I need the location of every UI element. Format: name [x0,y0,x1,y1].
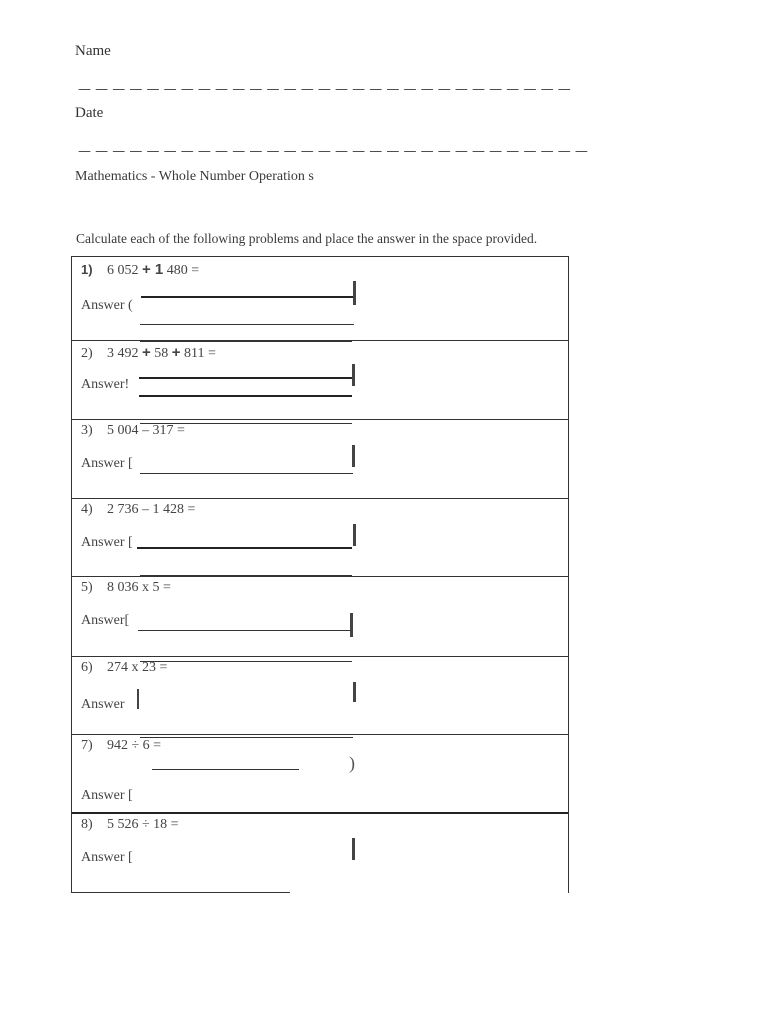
answer-field[interactable] [137,547,352,549]
problem-number: 4) [81,502,93,517]
operand: 1 [150,261,164,278]
operand: 6 052 [107,263,142,278]
answer-line[interactable] [139,377,352,379]
problem-row-5 [72,576,568,657]
problem-row-7 [72,734,568,814]
problem-row-1 [72,257,568,341]
problem-2 [81,344,216,362]
answer-bracket [352,364,355,386]
problem-3 [81,423,185,439]
problem-number: 8) [81,817,93,832]
problem-number: 2) [81,346,93,361]
problem-expression: 5 526 ÷ 18 = [107,817,179,832]
answer-label: Answer [ [81,788,133,803]
answer-bracket [350,613,353,637]
answer-field[interactable] [72,892,290,893]
answer-label: Answer[ [81,613,130,628]
problem-number: 7) [81,738,93,753]
problem-7 [81,738,161,754]
answer-label: Answer [ [81,456,133,471]
problem-8 [81,817,179,833]
problem-expression: 942 ÷ 6 = [107,738,162,753]
operand: 58 [150,346,172,361]
answer-field[interactable] [140,324,354,325]
operator: + [142,344,151,361]
problem-6 [81,660,167,676]
answer-label: Answer [ [81,850,133,865]
operand: 3 492 [107,346,142,361]
problem-number: 5) [81,580,93,595]
date-label: Date [75,105,104,121]
operator: + [142,261,151,278]
problem-number: 3) [81,423,93,438]
date-input-line[interactable]: — — — — — — — — — — — — — — — — — — — — — — — — — — — — — — [78,144,588,159]
answer-field[interactable] [139,395,352,397]
problem-1 [81,261,199,279]
problem-5 [81,580,171,596]
problem-number: 1) [81,262,93,277]
instructions: Calculate each of the following problems and place the answer in the space provided. [76,231,538,246]
answer-field[interactable] [140,473,353,474]
name-label: Name [75,43,111,59]
answer-line[interactable] [141,296,353,298]
answer-label: Answer [81,697,125,712]
problem-expression: 274 x 23 = [107,660,168,675]
operand: 811 = [180,346,216,361]
problems-table [71,256,569,893]
problem-expression: 8 036 x 5 = [107,580,171,595]
rule-line [140,737,353,738]
problem-row-6 [72,656,568,735]
problem-row-3 [72,419,568,499]
answer-bracket [352,838,355,860]
operand: 480 = [163,263,200,278]
rule-line [140,661,352,662]
problem-row-2 [72,340,568,420]
subject-title: Mathematics - Whole Number Operation s [75,169,314,184]
problem-expression: 2 736 – 1 428 = [107,502,196,517]
rule-line [140,341,352,342]
rule-line [140,423,352,424]
answer-field[interactable] [138,630,350,631]
answer-bracket [353,524,356,546]
problem-row-8 [72,813,568,893]
problem-4 [81,502,195,518]
name-input-line[interactable]: — — — — — — — — — — — — — — — — — — — — — — — — — — — — — [78,82,571,97]
answer-bracket [353,281,356,305]
answer-label: Answer [ [81,535,133,550]
answer-label: Answer ( [81,298,133,313]
answer-line[interactable] [152,769,299,770]
problem-expression: 5 004 – 317 = [107,423,185,438]
answer-label: Answer! [81,377,130,392]
operator: + [171,344,181,361]
answer-paren: ) [349,753,355,773]
answer-bracket [353,682,356,702]
problem-number: 6) [81,660,93,675]
problem-row-4 [72,498,568,577]
answer-bracket [352,445,355,467]
answer-bracket-left [137,689,139,709]
